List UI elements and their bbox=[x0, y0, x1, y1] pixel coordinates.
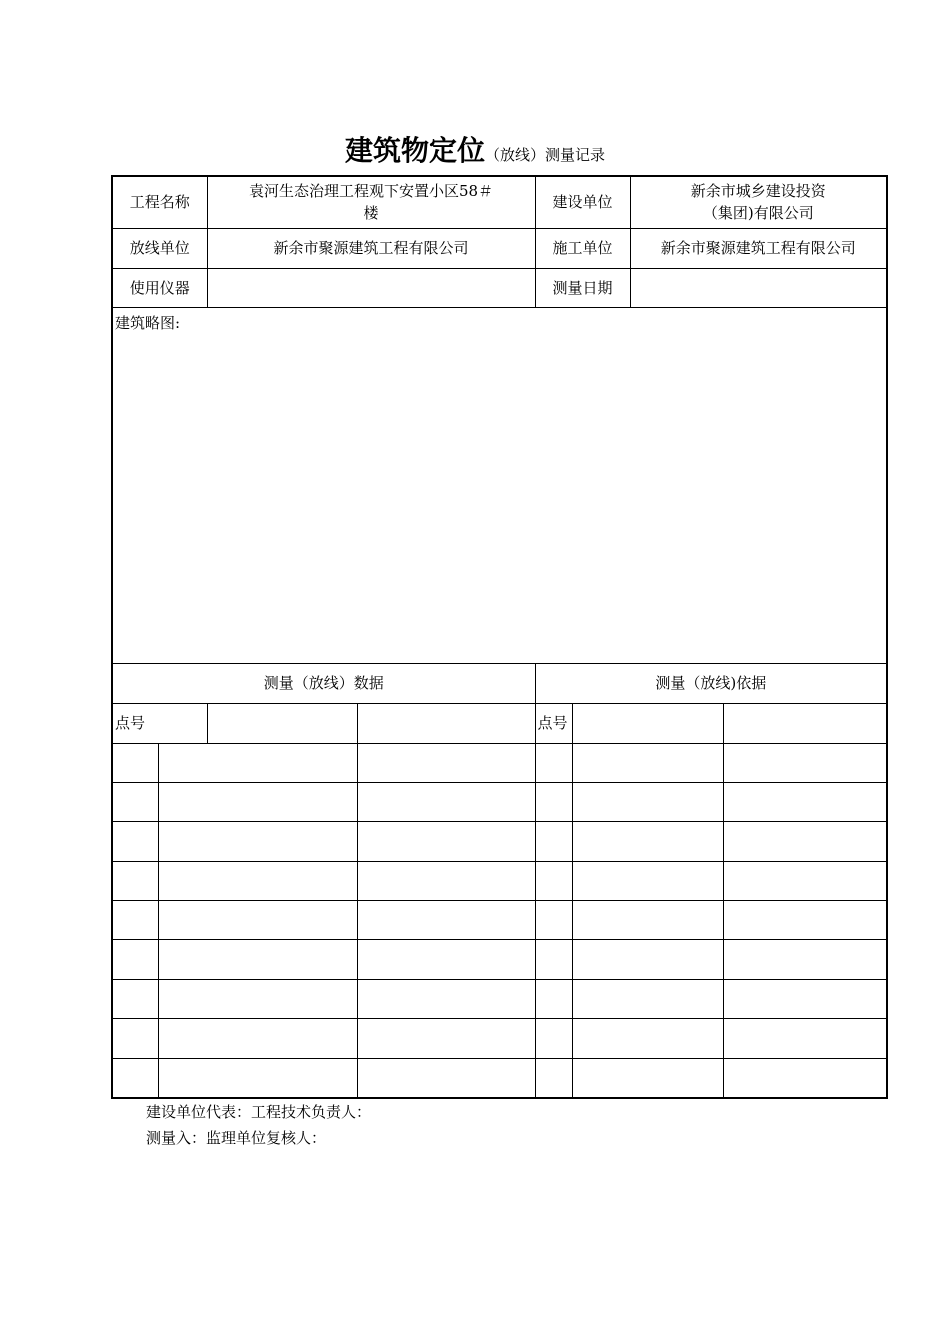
point-cell[interactable] bbox=[112, 979, 158, 1018]
instrument-value[interactable] bbox=[207, 268, 535, 307]
instrument-label: 使用仪器 bbox=[112, 268, 207, 307]
point-cell[interactable] bbox=[112, 901, 158, 940]
table-row bbox=[112, 1058, 887, 1097]
point-cell[interactable] bbox=[535, 901, 572, 940]
basis-cell[interactable] bbox=[572, 1019, 723, 1058]
point-label-right: 点号 bbox=[535, 703, 572, 743]
point-cell[interactable] bbox=[535, 1058, 572, 1097]
title-main: 建筑物定位 bbox=[344, 134, 485, 167]
point-cell[interactable] bbox=[112, 1019, 158, 1058]
data-col-b bbox=[357, 703, 535, 743]
basis-col-b bbox=[723, 703, 887, 743]
basis-cell[interactable] bbox=[572, 901, 723, 940]
basis-cell[interactable] bbox=[723, 979, 887, 1018]
data-cell[interactable] bbox=[158, 901, 357, 940]
basis-cell[interactable] bbox=[723, 1019, 887, 1058]
point-cell[interactable] bbox=[535, 743, 572, 782]
construction-unit-label: 施工单位 bbox=[535, 228, 630, 268]
basis-cell[interactable] bbox=[572, 861, 723, 900]
point-cell[interactable] bbox=[535, 940, 572, 979]
data-section-header bbox=[112, 663, 887, 703]
basis-col-a bbox=[572, 703, 723, 743]
data-cell[interactable] bbox=[357, 782, 535, 821]
project-name-value: 袁河生态治理工程观下安置小区58＃ 楼 bbox=[207, 176, 535, 228]
basis-cell[interactable] bbox=[723, 822, 887, 861]
basis-cell[interactable] bbox=[723, 940, 887, 979]
data-cell[interactable] bbox=[158, 782, 357, 821]
info-row-instrument bbox=[112, 268, 887, 307]
data-rows bbox=[112, 743, 887, 1098]
sketch-row bbox=[112, 307, 887, 663]
client-value: 新余市城乡建设投资 （集团)有限公司 bbox=[630, 176, 887, 228]
date-value[interactable] bbox=[630, 268, 887, 307]
point-cell[interactable] bbox=[535, 822, 572, 861]
basis-cell[interactable] bbox=[723, 1058, 887, 1097]
table-row bbox=[112, 743, 887, 782]
footer-line-1: 建设单位代表：工程技术负责人： bbox=[146, 1103, 372, 1121]
document-title bbox=[0, 132, 950, 174]
measure-basis-header: 测量（放线)依据 bbox=[535, 663, 887, 703]
setout-unit-value: 新余市聚源建筑工程有限公司 bbox=[207, 228, 535, 268]
data-cell[interactable] bbox=[158, 1019, 357, 1058]
data-cell[interactable] bbox=[158, 861, 357, 900]
basis-cell[interactable] bbox=[572, 822, 723, 861]
basis-cell[interactable] bbox=[572, 1058, 723, 1097]
basis-cell[interactable] bbox=[572, 940, 723, 979]
data-cell[interactable] bbox=[158, 822, 357, 861]
point-cell[interactable] bbox=[112, 822, 158, 861]
client-label: 建设单位 bbox=[535, 176, 630, 228]
construction-unit-value: 新余市聚源建筑工程有限公司 bbox=[630, 228, 887, 268]
data-cell[interactable] bbox=[357, 861, 535, 900]
point-header-row bbox=[112, 703, 887, 743]
sketch-label: 建筑略图: bbox=[115, 313, 181, 332]
basis-cell[interactable] bbox=[723, 901, 887, 940]
table-row bbox=[112, 861, 887, 900]
data-cell[interactable] bbox=[158, 743, 357, 782]
data-cell[interactable] bbox=[357, 1019, 535, 1058]
data-cell[interactable] bbox=[357, 743, 535, 782]
setout-unit-label: 放线单位 bbox=[112, 228, 207, 268]
data-cell[interactable] bbox=[158, 1058, 357, 1097]
data-cell[interactable] bbox=[357, 1058, 535, 1097]
data-col-a bbox=[207, 703, 357, 743]
basis-cell[interactable] bbox=[572, 979, 723, 1018]
point-cell[interactable] bbox=[112, 861, 158, 900]
project-name-label: 工程名称 bbox=[112, 176, 207, 228]
point-cell[interactable] bbox=[112, 1058, 158, 1097]
table-row bbox=[112, 1019, 887, 1058]
data-cell[interactable] bbox=[357, 901, 535, 940]
basis-cell[interactable] bbox=[723, 861, 887, 900]
basis-cell[interactable] bbox=[723, 782, 887, 821]
table-row bbox=[112, 940, 887, 979]
point-cell[interactable] bbox=[112, 782, 158, 821]
point-cell[interactable] bbox=[535, 861, 572, 900]
point-cell[interactable] bbox=[535, 979, 572, 1018]
record-table bbox=[111, 175, 888, 1099]
table-row bbox=[112, 782, 887, 821]
point-cell[interactable] bbox=[112, 940, 158, 979]
title-sub: （放线）测量记录 bbox=[485, 146, 606, 164]
point-cell[interactable] bbox=[535, 782, 572, 821]
data-cell[interactable] bbox=[357, 940, 535, 979]
basis-cell[interactable] bbox=[572, 782, 723, 821]
data-cell[interactable] bbox=[357, 979, 535, 1018]
footer-line-2: 测量入：监理单位复核人： bbox=[146, 1129, 327, 1147]
basis-cell[interactable] bbox=[723, 743, 887, 782]
data-cell[interactable] bbox=[357, 822, 535, 861]
basis-cell[interactable] bbox=[572, 743, 723, 782]
data-cell[interactable] bbox=[158, 979, 357, 1018]
table-row bbox=[112, 979, 887, 1018]
measure-data-header: 测量（放线）数据 bbox=[112, 663, 535, 703]
point-label-left: 点号 bbox=[112, 703, 207, 743]
info-row-project bbox=[112, 176, 887, 228]
point-cell[interactable] bbox=[112, 743, 158, 782]
data-cell[interactable] bbox=[158, 940, 357, 979]
sketch-area[interactable] bbox=[112, 307, 887, 663]
date-label: 测量日期 bbox=[535, 268, 630, 307]
info-row-units bbox=[112, 228, 887, 268]
table-row bbox=[112, 901, 887, 940]
point-cell[interactable] bbox=[535, 1019, 572, 1058]
table-row bbox=[112, 822, 887, 861]
